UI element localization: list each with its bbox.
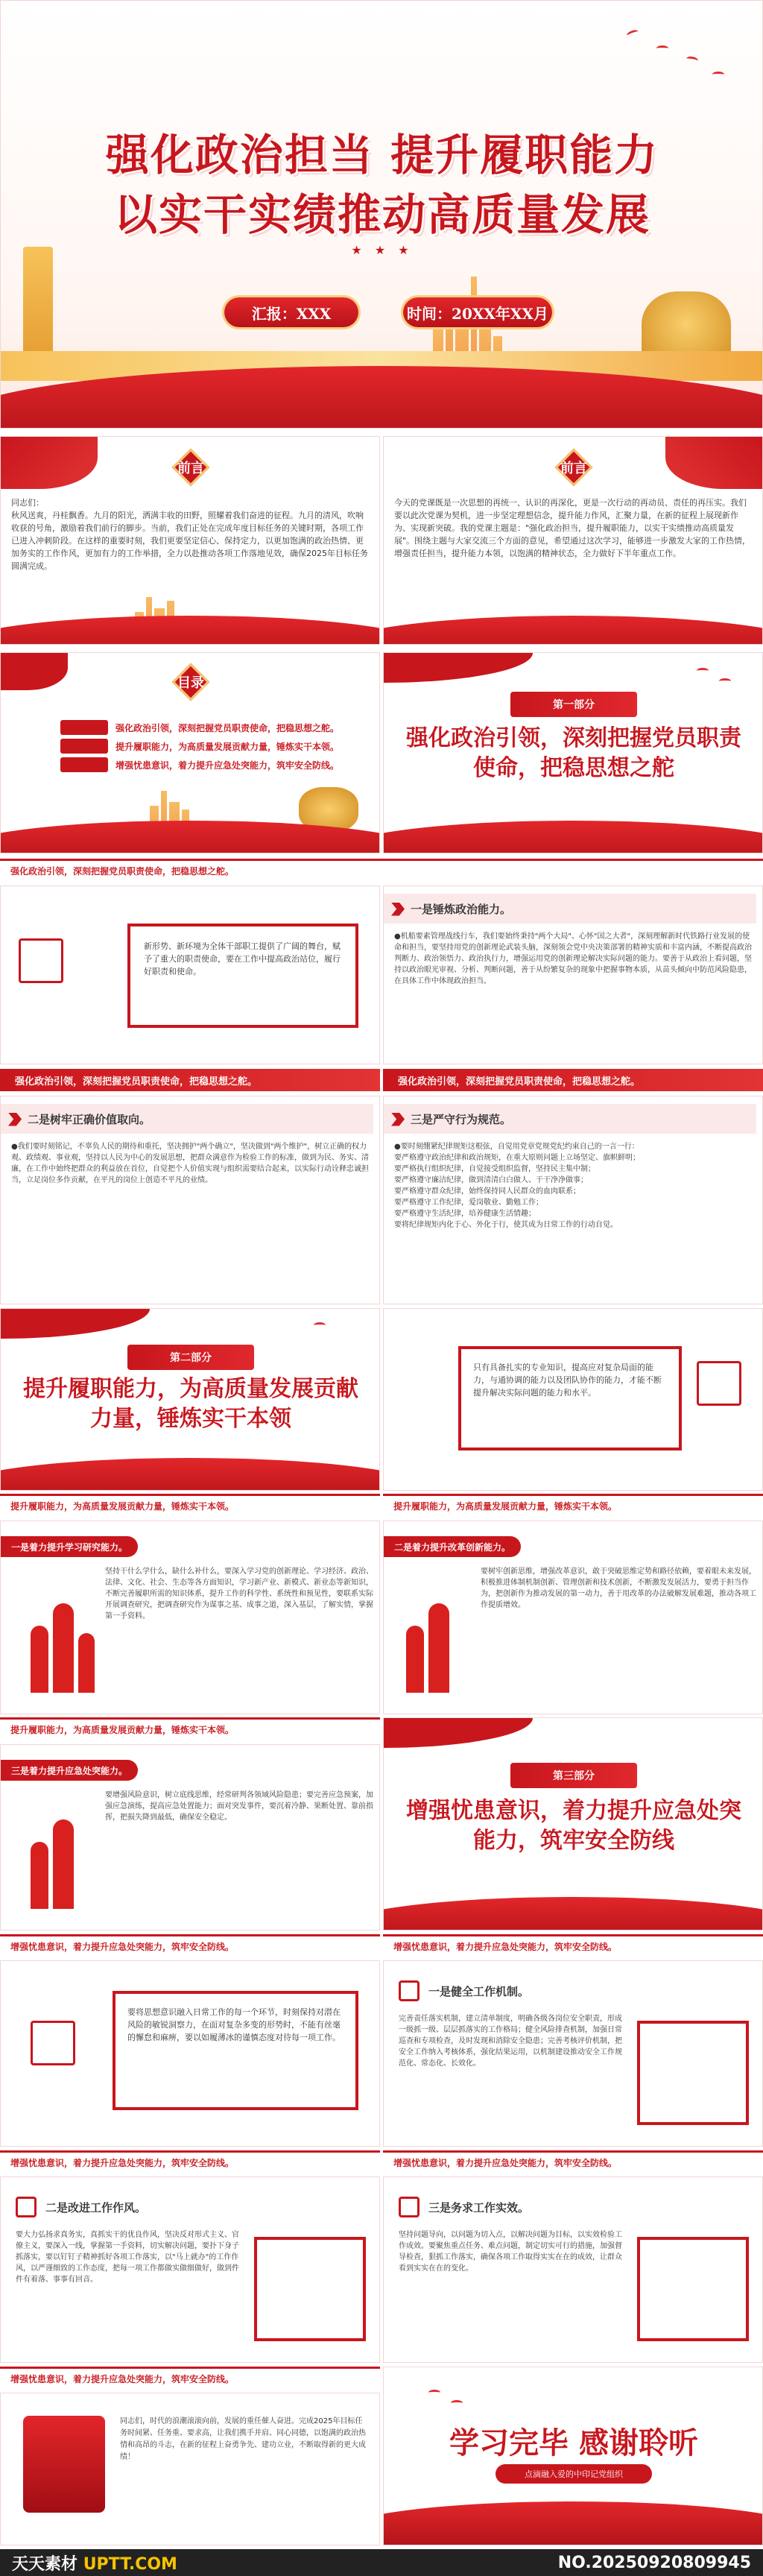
- part2-h1-slide: [0, 1521, 380, 1714]
- toc-item[interactable]: [60, 720, 339, 735]
- footer-brand: [12, 2551, 177, 2575]
- part3-h3-body: 坚持问题导向，以问题为切入点，以解决问题为目标，以实效检验工作成效。要聚焦重点任务、难点问题，制定切实可行的措施，加强督导检查，狠抓工作落实，确保各项工作取得实实在在的成效，让群众看到实实在在的变化。: [399, 2231, 622, 2273]
- foreword-slide-right: [383, 436, 763, 645]
- part1-title-slide: [383, 652, 763, 853]
- clipboard-icon: [16, 2197, 37, 2217]
- footer-id: NO.20250920809945: [557, 2553, 751, 2572]
- ending-subtitle: 点滴融入爱的中印记党组织: [496, 2464, 652, 2484]
- toc-slide: [0, 652, 380, 853]
- cover-slide: [0, 0, 763, 429]
- part1-h3: [391, 1111, 511, 1127]
- fist-icon: [23, 2416, 105, 2513]
- stars-divider: ★ ★ ★: [351, 243, 414, 257]
- part3-h1-text: 一是健全工作机制。: [428, 1985, 530, 1998]
- part1-text-box: [127, 924, 358, 1028]
- foreword-label: [135, 453, 247, 482]
- part3-strip: 增强忧患意识，着力提升应急处突能力，筑牢安全防线。: [0, 1934, 380, 1957]
- part1-h1-body: ●机船要素管理战线行车，我们要始终秉持"两个大局"、心怀"国之大者"，深刻理解新时代铁路行业发展的使命和担当，要坚持用党的创新理论武装头脑，深刻领会党中央决策部署的精神实质和丰富内涵，不断提高政治判断力、政治领悟力、政治执行力，增强运用党的创新理论解决实际问题的能力。要善于从政治上看问题，坚持以政治眼光审视、分析、判断问题，善于从纷繁复杂的现象中把握事物本质，从苗头倾向中防范风险隐患，在具体工作中体现政治担当。: [394, 932, 752, 985]
- part2-strip: 提升履职能力，为高质量发展贡献力量，锤炼实干本领。: [383, 1494, 763, 1516]
- part1-h3-text: 三是严守行为规范。: [411, 1113, 512, 1126]
- part1-strip: 强化政治引领，深刻把握党员职责使命，把稳思想之舵。: [0, 859, 763, 881]
- part3-strip: 增强忧患意识，着力提升应急处突能力，筑牢安全防线。: [0, 2367, 380, 2389]
- red-ribbon: [0, 821, 380, 853]
- part3-h2-slide: [0, 2176, 380, 2363]
- part3-strip: 增强忧患意识，着力提升应急处突能力，筑牢安全防线。: [0, 2150, 380, 2173]
- image-placeholder: [637, 2237, 749, 2341]
- part1-strip: 强化政治引领，深刻把握党员职责使命，把稳思想之舵。: [383, 1069, 763, 1091]
- cover-title-line2: 以实干实绩推动高质量发展: [113, 189, 650, 240]
- red-ribbon: [383, 616, 763, 645]
- ending-text: 同志们，时代的浪潮滚滚向前，发展的重任催人奋进。完成2025年目标任务时间紧、任务重、要求高，让我们携手并肩、同心同德，以饱满的政治热情和高昂的斗志，在新的征程上奋勇争先、建功立业，不断取得新的更大成绩！: [120, 2417, 366, 2461]
- footer-brand-url: UPTT.COM: [83, 2554, 177, 2574]
- part1-title: 强化政治引领，深刻把握党员职责使命，把稳思想之舵: [406, 725, 741, 781]
- part3-text-box: [113, 1991, 358, 2110]
- part3-title: 增强忧患意识，着力提升应急处突能力，筑牢安全防线: [406, 1798, 741, 1854]
- part2-h2-body: 要树牢创新思维，增强改革意识，敢于突破思维定势和路径依赖，要着眼未来发展，积极推进体制机制创新、管理创新和技术创新，不断激发发展活力，要勇于担当作为，把创新作为推动发展的第一动力，善于用改革的办法破解发展难题，推动各项工作提质增效。: [481, 1568, 756, 1609]
- toc-item-text: 增强忧患意识，着力提升应急处突能力，筑牢安全防线。: [115, 760, 340, 771]
- red-ribbon: [383, 2501, 763, 2545]
- bird-icon: [314, 1322, 326, 1328]
- part2-strip: 提升履职能力，为高质量发展贡献力量，锤炼实干本领。: [0, 1494, 380, 1516]
- part3-tag: 第三部分: [510, 1763, 637, 1788]
- cover-title-line1: 强化政治担当 提升履职能力: [105, 130, 659, 180]
- part3-h2-body: 要大力弘扬求真务实，真抓实干的优良作风，坚决反对形式主义、官僚主义，要深入一线，掌握第一手资料，切实解决问题，要扑下身子抓落实，要以钉钉子精神抓好各项工作落实，以"马上就办"的工作作风，以严谨细致的工作态度，把每一项工作都做实做细做好，做到件件有着落、事事有回音。: [16, 2231, 239, 2284]
- bird-icon: [697, 668, 709, 674]
- bird-icon: [686, 56, 698, 64]
- image-placeholder: [637, 2021, 749, 2125]
- figure-silhouette: [31, 1842, 48, 1909]
- foreword-text-right: 今天的党课既是一次思想的再统一、认识的再深化，更是一次行动的再动员、责任的再压实。我们要以此次党课为契机，进一步坚定理想信念，提升能力作风，汇聚力量，在新的征程上展现新作为、实现新突破。我的党课主题是："强化政治担当，提升履职能力，以实干实绩推动高质量发展"。围绕主题与大家交流三个方面的意见，希望通过这次学习，能够进一步激发大家的工作热情，增强责任担当，提升能力本领，以饱满的精神状态，全力做好下半年重点工作。: [394, 498, 751, 558]
- clipboard-icon: [31, 2021, 75, 2065]
- corner-ribbon: [1, 437, 98, 489]
- watermark-footer: [0, 2549, 763, 2576]
- part3-title-slide: [383, 1717, 763, 1931]
- clipboard-icon: [19, 938, 63, 983]
- foreword-label: [518, 453, 630, 482]
- corner-ribbon: [1, 1309, 150, 1339]
- red-ribbon: [383, 821, 763, 853]
- part2-box-slide: [383, 1308, 763, 1491]
- foreword-label-text: 前言: [560, 461, 587, 476]
- reporter-badge: 汇报：XXX: [224, 297, 358, 327]
- part3-box-slide: [0, 1960, 380, 2147]
- part2-text-box: [458, 1346, 682, 1450]
- bird-icon: [719, 678, 731, 684]
- part1-h1-text: 一是锤炼政治能力。: [411, 903, 512, 916]
- part2-box-text: 只有具备扎实的专业知识，提高应对复杂局面的能力，与通协调的能力以及团队协作的能力，才能不断提升解决实际问题的能力和水平。: [473, 1363, 662, 1398]
- corner-ribbon: [384, 653, 533, 683]
- toc-label: [135, 668, 247, 696]
- part2-h3-body: 要增强风险意识，树立底线思维，经常研判各领域风险隐患；要完善应急预案，加强应急演练，提高应急处置能力；面对突发事件，要沉着冷静、果断处置、靠前指挥，把损失降到最低，确保安全稳定。: [105, 1791, 373, 1822]
- red-ribbon: [0, 616, 380, 645]
- part2-h2: 二是着力提升改革创新能力。: [384, 1536, 521, 1557]
- figure-silhouette: [53, 1819, 74, 1909]
- part3-h2-text: 二是改进工作作风。: [45, 2201, 147, 2214]
- toc-label-text: 目录: [177, 675, 204, 691]
- part2-h3-slide: [0, 1744, 380, 1931]
- image-placeholder: [254, 2237, 366, 2341]
- clipboard-icon: [399, 2197, 420, 2217]
- foreword-label-text: 前言: [177, 461, 204, 476]
- part1-box-slide: [0, 886, 380, 1064]
- part1-strip: 强化政治引领，深刻把握党员职责使命，把稳思想之舵。: [0, 1069, 380, 1091]
- part2-h3: 三是着力提升应急处突能力。: [1, 1760, 138, 1781]
- figure-silhouette: [428, 1603, 449, 1693]
- toc-item[interactable]: [60, 739, 339, 754]
- part3-h3: [428, 2200, 529, 2215]
- bird-icon: [712, 72, 724, 78]
- part3-strip: 增强忧患意识，着力提升应急处突能力，筑牢安全防线。: [383, 1934, 763, 1957]
- part3-h3-slide: [383, 2176, 763, 2363]
- toc-item[interactable]: [60, 757, 339, 772]
- part2-h1-body: 坚持干什么学什么，缺什么补什么，要深入学习党的创新理论、学习经济、政治、法律、文化、社会、生态等各方面知识，学习新产业、新模式、新业态等新知识，不断完善履职所需的知识体系，提升工作的科学性、系统性和预见性，要联系实际开展调查研究，把调查研究作为谋事之基、成事之道，深入基层，了解实情，掌握第一手资料。: [105, 1568, 373, 1620]
- part3-strip: 增强忧患意识，着力提升应急处突能力，筑牢安全防线。: [383, 2150, 763, 2173]
- part3-h2: [45, 2200, 146, 2215]
- part1-h1: [391, 901, 511, 917]
- footer-brand-name: 天天素材: [12, 2554, 78, 2574]
- part1-h2-body: ●我们要时刻铭记，不辜负人民的期待和重托，坚决拥护"两个确立"，坚决做到"两个维护"，树立正确的权力观、政绩观、事业观，坚持以人民为中心的发展思想，把群众满意作为检验工作的标准，做到为民、务实、清廉，在工作中始终把群众的利益放在首位，自觉把个人价值实现与组织需要结合起来，以实际行动诠释忠诚担当，立足岗位多作贡献，在平凡的岗位上创造不平凡的业绩。: [11, 1143, 369, 1184]
- part1-h2-slide: [0, 1096, 380, 1304]
- part3-h1: [428, 1983, 529, 1999]
- figure-silhouette: [406, 1626, 424, 1693]
- part2-title: 提升履职能力，为高质量发展贡献力量，锤炼实干本领: [23, 1376, 358, 1432]
- foreword-text-left: 同志们： 秋风送爽，丹桂飘香。九月的阳光，洒满丰收的田野，照耀着我们奋进的征程。九月的清风，吹响收获的号角，激励着我们前行的脚步。当前，我们正处在完成年度目标任务的关键时期，各项工作已进入冲刺阶段。在这样的重要时刻，我们更要坚定信心、保持定力，以更加饱满的政治热情、更加务实的工作作风，更加有力的工作举措，全力以赴推动各项工作落地见效，确保2025年目标任务圆满完成。: [11, 498, 368, 571]
- bird-icon: [428, 2390, 440, 2396]
- date-badge: 时间：20XX年XX月: [403, 297, 552, 327]
- clipboard-icon: [399, 1980, 420, 2001]
- part1-tag: 第一部分: [510, 692, 637, 717]
- ending-text-slide: [0, 2393, 380, 2545]
- part2-strip: 提升履职能力，为高质量发展贡献力量，锤炼实干本领。: [0, 1717, 380, 1740]
- part2-tag: 第二部分: [127, 1345, 254, 1370]
- figure-silhouette: [78, 1633, 95, 1693]
- toc-item-text: 强化政治引领，深刻把握党员职责使命，把稳思想之舵。: [115, 722, 340, 733]
- part1-h2: [8, 1111, 151, 1127]
- part3-box-text: 要将思想意识融入日常工作的每一个环节，时刻保持对潜在风险的敏锐洞察力，在面对复杂多变的形势时，不能有丝毫的懈怠和麻痹，要以如履薄冰的谨慎态度对待每一项工作。: [127, 2007, 341, 2042]
- ending-title: 学习完毕 感谢聆听: [449, 2425, 698, 2460]
- corner-ribbon: [665, 437, 762, 489]
- figure-silhouette: [31, 1626, 48, 1693]
- clipboard-icon: [697, 1361, 741, 1406]
- corner-ribbon: [384, 1718, 533, 1748]
- part1-h3-slide: [383, 1096, 763, 1304]
- part2-title-slide: [0, 1308, 380, 1491]
- foreword-slide-left: [0, 436, 380, 645]
- bird-icon: [656, 45, 668, 51]
- part1-box-text: 新形势、新环境为全体干部职工提供了广阔的舞台，赋予了重大的职责使命，要在工作中提高政治站位，履行好职责和使命。: [144, 941, 341, 976]
- corner-ribbon: [1, 653, 68, 690]
- bird-icon: [626, 29, 639, 39]
- part3-h3-text: 三是务求工作实效。: [428, 2201, 530, 2214]
- bird-icon: [451, 2400, 463, 2406]
- part2-h2-slide: [383, 1521, 763, 1714]
- figure-silhouette: [53, 1603, 74, 1693]
- toc-item-text: 提升履职能力，为高质量发展贡献力量，锤炼实干本领。: [115, 741, 340, 752]
- part2-h1: 一是着力提升学习研究能力。: [1, 1536, 138, 1557]
- ending-title-slide: [383, 2367, 763, 2545]
- part1-h2-text: 二是树牢正确价值取向。: [28, 1113, 151, 1126]
- red-ribbon: [0, 1458, 380, 1491]
- part3-h1-slide: [383, 1960, 763, 2147]
- part1-h3-body: ●要时刻绷紧纪律规矩这根弦，自觉用党章党规党纪约束自己的一言一行： 要严格遵守政治纪律和政治规矩，在重大原则问题上立场坚定、旗帜鲜明； 要严格执行组织纪律，自觉接受组织监督，坚持民主集中制； 要严格遵守廉洁纪律，做到清清白白做人、干干净净做事； 要严格遵守群众纪律，始终保持同人民群众的血肉联系； 要严格遵守工作纪律，爱岗敬业、勤勉工作； 要严格遵守生活纪律，培养健康生活情趣； 要将纪律规矩内化于心、外化于行，使其成为日常工作的行动自觉。: [394, 1143, 640, 1229]
- part1-h1-slide: [383, 886, 763, 1064]
- red-ribbon: [383, 1897, 763, 1931]
- part3-h1-body: 完善责任落实机制，建立清单制度，明确各级各岗位安全职责，形成一级抓一级、层层抓落实的工作格局；健全风险排查机制，加强日常巡查和专项检查，及时发现和消除安全隐患；完善考核评价机制，把安全工作纳入考核体系，强化结果运用，以机制建设推动安全工作规范化、常态化、长效化。: [399, 2015, 622, 2068]
